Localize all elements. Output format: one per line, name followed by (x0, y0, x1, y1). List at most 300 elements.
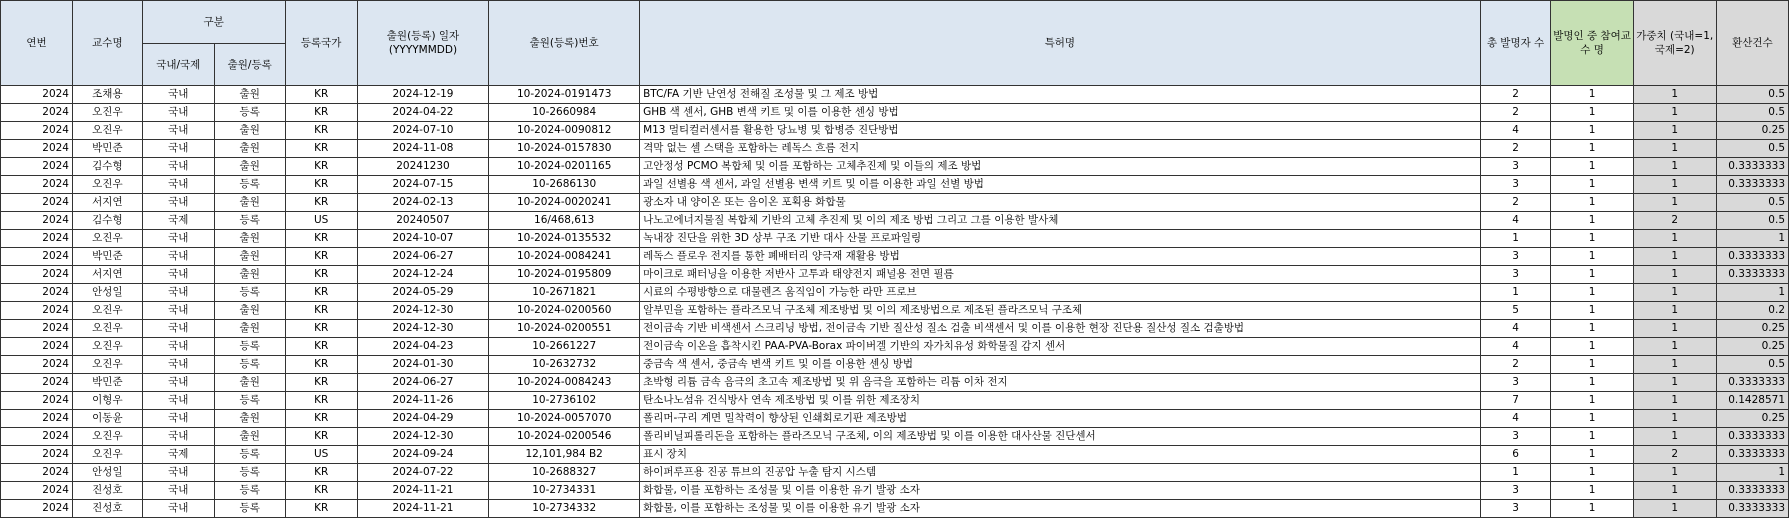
cell-year[interactable]: 2024 (1, 140, 73, 158)
cell-apply-register[interactable]: 등록 (214, 104, 285, 122)
cell-title[interactable]: 폴리머-구리 계면 밀착력이 향상된 인쇄회로기판 제조방법 (640, 410, 1481, 428)
cell-weight[interactable]: 1 (1633, 266, 1716, 284)
cell-apply-register[interactable]: 출원 (214, 374, 285, 392)
cell-converted[interactable]: 0.25 (1716, 410, 1788, 428)
cell-year[interactable]: 2024 (1, 302, 73, 320)
cell-year[interactable]: 2024 (1, 212, 73, 230)
cell-date[interactable]: 2024-02-13 (357, 194, 489, 212)
cell-participating[interactable]: 1 (1551, 284, 1633, 302)
cell-title[interactable]: 고안정성 PCMO 복합체 및 이를 포함하는 고체추진제 및 이들의 제조 방법 (640, 158, 1481, 176)
cell-converted[interactable]: 0.5 (1716, 104, 1788, 122)
cell-year[interactable]: 2024 (1, 428, 73, 446)
cell-professor[interactable]: 김수형 (73, 158, 143, 176)
cell-year[interactable]: 2024 (1, 374, 73, 392)
cell-date[interactable]: 2024-10-07 (357, 230, 489, 248)
cell-title[interactable]: 탄소나노섬유 건식방사 연속 제조방법 및 이를 위한 제조장치 (640, 392, 1481, 410)
cell-total-inventors[interactable]: 5 (1480, 302, 1551, 320)
cell-weight[interactable]: 1 (1633, 428, 1716, 446)
cell-participating[interactable]: 1 (1551, 302, 1633, 320)
cell-apply-register[interactable]: 등록 (214, 356, 285, 374)
cell-date[interactable]: 2024-06-27 (357, 374, 489, 392)
cell-apply-register[interactable]: 등록 (214, 500, 285, 518)
cell-number[interactable]: 10-2688327 (489, 464, 640, 482)
cell-converted[interactable]: 0.3333333 (1716, 482, 1788, 500)
cell-year[interactable]: 2024 (1, 320, 73, 338)
cell-year[interactable]: 2024 (1, 500, 73, 518)
cell-title[interactable]: 광소자 내 양이온 또는 음이온 포획용 화합물 (640, 194, 1481, 212)
cell-apply-register[interactable]: 출원 (214, 302, 285, 320)
cell-participating[interactable]: 1 (1551, 104, 1633, 122)
cell-participating[interactable]: 1 (1551, 230, 1633, 248)
cell-domestic-intl[interactable]: 국내 (142, 194, 214, 212)
cell-converted[interactable]: 0.25 (1716, 338, 1788, 356)
cell-domestic-intl[interactable]: 국내 (142, 320, 214, 338)
cell-date[interactable]: 20241230 (357, 158, 489, 176)
cell-professor[interactable]: 조채용 (73, 86, 143, 104)
cell-professor[interactable]: 안성일 (73, 284, 143, 302)
cell-professor[interactable]: 박민준 (73, 140, 143, 158)
cell-total-inventors[interactable]: 1 (1480, 464, 1551, 482)
cell-professor[interactable]: 오진우 (73, 428, 143, 446)
cell-date[interactable]: 2024-12-30 (357, 320, 489, 338)
cell-title[interactable]: 전이금속 이온을 흡착시킨 PAA-PVA-Borax 파이버겔 기반의 자가치유성 화학물질 감지 센서 (640, 338, 1481, 356)
cell-date[interactable]: 2024-01-30 (357, 356, 489, 374)
cell-total-inventors[interactable]: 3 (1480, 482, 1551, 500)
cell-date[interactable]: 2024-07-10 (357, 122, 489, 140)
cell-participating[interactable]: 1 (1551, 338, 1633, 356)
cell-weight[interactable]: 2 (1633, 212, 1716, 230)
cell-domestic-intl[interactable]: 국내 (142, 266, 214, 284)
cell-number[interactable]: 10-2024-0200560 (489, 302, 640, 320)
cell-total-inventors[interactable]: 1 (1480, 230, 1551, 248)
cell-number[interactable]: 10-2661227 (489, 338, 640, 356)
cell-apply-register[interactable]: 출원 (214, 428, 285, 446)
cell-professor[interactable]: 서지연 (73, 194, 143, 212)
cell-country[interactable]: US (285, 446, 357, 464)
cell-number[interactable]: 10-2024-0195809 (489, 266, 640, 284)
cell-participating[interactable]: 1 (1551, 464, 1633, 482)
cell-year[interactable]: 2024 (1, 446, 73, 464)
cell-apply-register[interactable]: 출원 (214, 158, 285, 176)
header-professor[interactable]: 교수명 (73, 1, 143, 86)
header-country[interactable]: 등록국가 (285, 1, 357, 86)
cell-participating[interactable]: 1 (1551, 500, 1633, 518)
cell-weight[interactable]: 1 (1633, 374, 1716, 392)
cell-domestic-intl[interactable]: 국내 (142, 374, 214, 392)
cell-apply-register[interactable]: 출원 (214, 122, 285, 140)
cell-number[interactable]: 10-2024-0191473 (489, 86, 640, 104)
cell-total-inventors[interactable]: 7 (1480, 392, 1551, 410)
cell-country[interactable]: KR (285, 266, 357, 284)
cell-total-inventors[interactable]: 1 (1480, 284, 1551, 302)
cell-converted[interactable]: 0.5 (1716, 86, 1788, 104)
cell-total-inventors[interactable]: 3 (1480, 248, 1551, 266)
cell-date[interactable]: 2024-11-08 (357, 140, 489, 158)
header-date[interactable]: 출원(등록) 일자 (YYYYMMDD) (357, 1, 489, 86)
cell-professor[interactable]: 이형우 (73, 392, 143, 410)
cell-number[interactable]: 10-2736102 (489, 392, 640, 410)
cell-country[interactable]: KR (285, 428, 357, 446)
cell-converted[interactable]: 0.3333333 (1716, 176, 1788, 194)
cell-number[interactable]: 10-2632732 (489, 356, 640, 374)
cell-year[interactable]: 2024 (1, 86, 73, 104)
cell-participating[interactable]: 1 (1551, 482, 1633, 500)
cell-number[interactable]: 10-2024-0200546 (489, 428, 640, 446)
cell-country[interactable]: KR (285, 86, 357, 104)
cell-professor[interactable]: 안성일 (73, 464, 143, 482)
cell-weight[interactable]: 1 (1633, 122, 1716, 140)
cell-apply-register[interactable]: 등록 (214, 284, 285, 302)
cell-country[interactable]: KR (285, 410, 357, 428)
cell-weight[interactable]: 1 (1633, 230, 1716, 248)
cell-weight[interactable]: 1 (1633, 104, 1716, 122)
cell-participating[interactable]: 1 (1551, 410, 1633, 428)
cell-participating[interactable]: 1 (1551, 122, 1633, 140)
cell-weight[interactable]: 1 (1633, 194, 1716, 212)
cell-number[interactable]: 10-2024-0157830 (489, 140, 640, 158)
cell-total-inventors[interactable]: 6 (1480, 446, 1551, 464)
cell-country[interactable]: KR (285, 104, 357, 122)
cell-domestic-intl[interactable]: 국내 (142, 158, 214, 176)
header-total-inventors[interactable]: 총 발명자 수 (1480, 1, 1551, 86)
cell-year[interactable]: 2024 (1, 284, 73, 302)
cell-domestic-intl[interactable]: 국내 (142, 122, 214, 140)
cell-weight[interactable]: 1 (1633, 284, 1716, 302)
cell-converted[interactable]: 1 (1716, 464, 1788, 482)
cell-apply-register[interactable]: 출원 (214, 230, 285, 248)
cell-participating[interactable]: 1 (1551, 320, 1633, 338)
cell-domestic-intl[interactable]: 국내 (142, 86, 214, 104)
cell-date[interactable]: 2024-12-30 (357, 428, 489, 446)
header-title[interactable]: 특허명 (640, 1, 1481, 86)
cell-converted[interactable]: 0.5 (1716, 140, 1788, 158)
cell-country[interactable]: KR (285, 500, 357, 518)
cell-title[interactable]: 중금속 색 센서, 중금속 변색 키트 및 이를 이용한 센싱 방법 (640, 356, 1481, 374)
cell-total-inventors[interactable]: 4 (1480, 338, 1551, 356)
cell-title[interactable]: 초박형 리튬 금속 음극의 초고속 제조방법 및 위 음극을 포함하는 리튬 이차 전지 (640, 374, 1481, 392)
cell-apply-register[interactable]: 출원 (214, 266, 285, 284)
cell-number[interactable]: 10-2024-0057070 (489, 410, 640, 428)
cell-country[interactable]: KR (285, 176, 357, 194)
cell-number[interactable]: 10-2024-0135532 (489, 230, 640, 248)
cell-domestic-intl[interactable]: 국제 (142, 446, 214, 464)
cell-domestic-intl[interactable]: 국내 (142, 338, 214, 356)
cell-converted[interactable]: 1 (1716, 284, 1788, 302)
cell-year[interactable]: 2024 (1, 464, 73, 482)
cell-number[interactable]: 10-2024-0201165 (489, 158, 640, 176)
cell-professor[interactable]: 오진우 (73, 302, 143, 320)
cell-weight[interactable]: 1 (1633, 482, 1716, 500)
header-apply-register[interactable]: 출원/등록 (214, 44, 285, 86)
cell-domestic-intl[interactable]: 국내 (142, 230, 214, 248)
cell-professor[interactable]: 오진우 (73, 176, 143, 194)
cell-number[interactable]: 10-2024-0084243 (489, 374, 640, 392)
cell-converted[interactable]: 0.5 (1716, 194, 1788, 212)
cell-number[interactable]: 10-2024-0020241 (489, 194, 640, 212)
cell-year[interactable]: 2024 (1, 158, 73, 176)
cell-weight[interactable]: 1 (1633, 356, 1716, 374)
cell-domestic-intl[interactable]: 국내 (142, 428, 214, 446)
cell-title[interactable]: 레독스 플로우 전지를 통한 폐배터리 양극재 재활용 방법 (640, 248, 1481, 266)
cell-domestic-intl[interactable]: 국내 (142, 176, 214, 194)
cell-participating[interactable]: 1 (1551, 374, 1633, 392)
cell-weight[interactable]: 1 (1633, 176, 1716, 194)
cell-title[interactable]: 하이퍼루프용 진공 튜브의 진공압 누출 탐지 시스템 (640, 464, 1481, 482)
cell-domestic-intl[interactable]: 국내 (142, 482, 214, 500)
cell-converted[interactable]: 0.2 (1716, 302, 1788, 320)
cell-converted[interactable]: 0.3333333 (1716, 158, 1788, 176)
cell-year[interactable]: 2024 (1, 122, 73, 140)
cell-total-inventors[interactable]: 4 (1480, 212, 1551, 230)
cell-apply-register[interactable]: 출원 (214, 410, 285, 428)
cell-total-inventors[interactable]: 4 (1480, 320, 1551, 338)
cell-domestic-intl[interactable]: 국제 (142, 212, 214, 230)
cell-weight[interactable]: 1 (1633, 140, 1716, 158)
cell-weight[interactable]: 1 (1633, 464, 1716, 482)
cell-converted[interactable]: 0.3333333 (1716, 374, 1788, 392)
cell-apply-register[interactable]: 등록 (214, 464, 285, 482)
cell-professor[interactable]: 서지연 (73, 266, 143, 284)
cell-date[interactable]: 2024-07-15 (357, 176, 489, 194)
cell-country[interactable]: KR (285, 194, 357, 212)
cell-country[interactable]: KR (285, 230, 357, 248)
header-domestic-intl[interactable]: 국내/국제 (142, 44, 214, 86)
cell-participating[interactable]: 1 (1551, 428, 1633, 446)
cell-title[interactable]: GHB 색 센서, GHB 변색 키트 및 이를 이용한 센싱 방법 (640, 104, 1481, 122)
cell-date[interactable]: 2024-12-30 (357, 302, 489, 320)
cell-total-inventors[interactable]: 3 (1480, 266, 1551, 284)
cell-country[interactable]: KR (285, 374, 357, 392)
cell-apply-register[interactable]: 출원 (214, 248, 285, 266)
cell-country[interactable]: KR (285, 482, 357, 500)
cell-year[interactable]: 2024 (1, 410, 73, 428)
cell-date[interactable]: 2024-04-23 (357, 338, 489, 356)
cell-year[interactable]: 2024 (1, 356, 73, 374)
cell-country[interactable]: KR (285, 284, 357, 302)
cell-weight[interactable]: 1 (1633, 248, 1716, 266)
cell-title[interactable]: 마이크로 패터닝을 이용한 저반사 고투과 태양전지 패널용 전면 필름 (640, 266, 1481, 284)
cell-weight[interactable]: 1 (1633, 392, 1716, 410)
cell-year[interactable]: 2024 (1, 392, 73, 410)
cell-date[interactable]: 20240507 (357, 212, 489, 230)
cell-professor[interactable]: 김수형 (73, 212, 143, 230)
cell-title[interactable]: 과일 선별용 색 센서, 과일 선별용 변색 키트 및 이를 이용한 과일 선별 방법 (640, 176, 1481, 194)
cell-converted[interactable]: 0.3333333 (1716, 428, 1788, 446)
cell-title[interactable]: 표시 장치 (640, 446, 1481, 464)
cell-converted[interactable]: 0.25 (1716, 122, 1788, 140)
cell-apply-register[interactable]: 등록 (214, 338, 285, 356)
cell-weight[interactable]: 1 (1633, 86, 1716, 104)
cell-domestic-intl[interactable]: 국내 (142, 356, 214, 374)
cell-date[interactable]: 2024-12-19 (357, 86, 489, 104)
cell-title[interactable]: M13 멀티컬러센서를 활용한 당뇨병 및 합병증 진단방법 (640, 122, 1481, 140)
cell-title[interactable]: 녹내장 진단을 위한 3D 상부 구조 기반 대사 산물 프로파일링 (640, 230, 1481, 248)
cell-participating[interactable]: 1 (1551, 194, 1633, 212)
cell-date[interactable]: 2024-12-24 (357, 266, 489, 284)
cell-domestic-intl[interactable]: 국내 (142, 500, 214, 518)
cell-date[interactable]: 2024-09-24 (357, 446, 489, 464)
cell-professor[interactable]: 박민준 (73, 374, 143, 392)
cell-apply-register[interactable]: 출원 (214, 140, 285, 158)
cell-year[interactable]: 2024 (1, 248, 73, 266)
cell-participating[interactable]: 1 (1551, 176, 1633, 194)
cell-participating[interactable]: 1 (1551, 212, 1633, 230)
cell-date[interactable]: 2024-11-26 (357, 392, 489, 410)
cell-converted[interactable]: 1 (1716, 230, 1788, 248)
cell-number[interactable]: 16/468,613 (489, 212, 640, 230)
header-participating[interactable]: 발명인 중 참여교수 명 (1551, 1, 1633, 86)
cell-number[interactable]: 10-2686130 (489, 176, 640, 194)
cell-participating[interactable]: 1 (1551, 158, 1633, 176)
cell-date[interactable]: 2024-11-21 (357, 500, 489, 518)
cell-number[interactable]: 10-2024-0084241 (489, 248, 640, 266)
cell-domestic-intl[interactable]: 국내 (142, 140, 214, 158)
cell-converted[interactable]: 0.3333333 (1716, 446, 1788, 464)
cell-total-inventors[interactable]: 2 (1480, 86, 1551, 104)
cell-total-inventors[interactable]: 2 (1480, 194, 1551, 212)
cell-domestic-intl[interactable]: 국내 (142, 392, 214, 410)
cell-year[interactable]: 2024 (1, 104, 73, 122)
header-number[interactable]: 출원(등록)번호 (489, 1, 640, 86)
cell-converted[interactable]: 0.25 (1716, 320, 1788, 338)
cell-year[interactable]: 2024 (1, 338, 73, 356)
cell-year[interactable]: 2024 (1, 176, 73, 194)
header-category[interactable]: 구분 (142, 1, 285, 44)
cell-country[interactable]: KR (285, 248, 357, 266)
cell-date[interactable]: 2024-06-27 (357, 248, 489, 266)
cell-apply-register[interactable]: 출원 (214, 86, 285, 104)
cell-apply-register[interactable]: 출원 (214, 320, 285, 338)
cell-country[interactable]: US (285, 212, 357, 230)
cell-converted[interactable]: 0.1428571 (1716, 392, 1788, 410)
cell-number[interactable]: 10-2671821 (489, 284, 640, 302)
cell-professor[interactable]: 박민준 (73, 248, 143, 266)
cell-weight[interactable]: 1 (1633, 158, 1716, 176)
cell-date[interactable]: 2024-11-21 (357, 482, 489, 500)
cell-weight[interactable]: 1 (1633, 410, 1716, 428)
cell-weight[interactable]: 1 (1633, 338, 1716, 356)
header-converted[interactable]: 환산건수 (1716, 1, 1788, 86)
cell-apply-register[interactable]: 등록 (214, 212, 285, 230)
cell-country[interactable]: KR (285, 464, 357, 482)
cell-participating[interactable]: 1 (1551, 140, 1633, 158)
cell-number[interactable]: 10-2660984 (489, 104, 640, 122)
cell-total-inventors[interactable]: 4 (1480, 410, 1551, 428)
cell-title[interactable]: BTC/FA 기반 난연성 전해질 조성물 및 그 제조 방법 (640, 86, 1481, 104)
cell-converted[interactable]: 0.5 (1716, 356, 1788, 374)
cell-date[interactable]: 2024-05-29 (357, 284, 489, 302)
cell-country[interactable]: KR (285, 392, 357, 410)
cell-professor[interactable]: 진성호 (73, 500, 143, 518)
cell-professor[interactable]: 오진우 (73, 230, 143, 248)
cell-title[interactable]: 알부민을 포함하는 플라즈모닉 구조체 제조방법 및 이의 제조방법으로 제조된 플라즈모닉 구조체 (640, 302, 1481, 320)
cell-year[interactable]: 2024 (1, 266, 73, 284)
cell-title[interactable]: 전이금속 기반 비색센서 스크리닝 방법, 전이금속 기반 질산성 질소 검출 비색센서 및 이를 이용한 현장 진단용 질산성 질소 검출방법 (640, 320, 1481, 338)
cell-number[interactable]: 10-2024-0200551 (489, 320, 640, 338)
cell-converted[interactable]: 0.3333333 (1716, 248, 1788, 266)
cell-domestic-intl[interactable]: 국내 (142, 248, 214, 266)
cell-total-inventors[interactable]: 3 (1480, 374, 1551, 392)
cell-converted[interactable]: 0.3333333 (1716, 266, 1788, 284)
cell-number[interactable]: 12,101,984 B2 (489, 446, 640, 464)
cell-number[interactable]: 10-2734331 (489, 482, 640, 500)
cell-weight[interactable]: 1 (1633, 302, 1716, 320)
cell-apply-register[interactable]: 등록 (214, 446, 285, 464)
cell-country[interactable]: KR (285, 320, 357, 338)
cell-title[interactable]: 폴리비닐피롤리돈을 포함하는 플라즈모닉 구조체, 이의 제조방법 및 이를 이용한 대사산물 진단센서 (640, 428, 1481, 446)
cell-title[interactable]: 나노고에너지물질 복합체 기반의 고체 추진제 및 이의 제조 방법 그리고 그를 이용한 발사체 (640, 212, 1481, 230)
cell-apply-register[interactable]: 등록 (214, 176, 285, 194)
cell-professor[interactable]: 진성호 (73, 482, 143, 500)
cell-converted[interactable]: 0.5 (1716, 212, 1788, 230)
cell-participating[interactable]: 1 (1551, 248, 1633, 266)
cell-total-inventors[interactable]: 3 (1480, 500, 1551, 518)
cell-participating[interactable]: 1 (1551, 392, 1633, 410)
cell-number[interactable]: 10-2024-0090812 (489, 122, 640, 140)
cell-country[interactable]: KR (285, 302, 357, 320)
cell-professor[interactable]: 오진우 (73, 320, 143, 338)
cell-country[interactable]: KR (285, 356, 357, 374)
cell-apply-register[interactable]: 등록 (214, 482, 285, 500)
cell-total-inventors[interactable]: 2 (1480, 140, 1551, 158)
cell-date[interactable]: 2024-04-22 (357, 104, 489, 122)
cell-weight[interactable]: 1 (1633, 500, 1716, 518)
cell-participating[interactable]: 1 (1551, 356, 1633, 374)
cell-domestic-intl[interactable]: 국내 (142, 104, 214, 122)
cell-total-inventors[interactable]: 3 (1480, 158, 1551, 176)
cell-country[interactable]: KR (285, 122, 357, 140)
cell-title[interactable]: 화합물, 이를 포함하는 조성물 및 이를 이용한 유기 발광 소자 (640, 482, 1481, 500)
cell-professor[interactable]: 오진우 (73, 104, 143, 122)
cell-date[interactable]: 2024-07-22 (357, 464, 489, 482)
header-year[interactable]: 연번 (1, 1, 73, 86)
cell-date[interactable]: 2024-04-29 (357, 410, 489, 428)
cell-domestic-intl[interactable]: 국내 (142, 302, 214, 320)
cell-apply-register[interactable]: 등록 (214, 392, 285, 410)
cell-total-inventors[interactable]: 3 (1480, 428, 1551, 446)
cell-total-inventors[interactable]: 2 (1480, 356, 1551, 374)
header-weight[interactable]: 가중치 (국내=1, 국제=2) (1633, 1, 1716, 86)
cell-participating[interactable]: 1 (1551, 86, 1633, 104)
cell-professor[interactable]: 이동윤 (73, 410, 143, 428)
cell-title[interactable]: 화합물, 이를 포함하는 조성물 및 이를 이용한 유기 발광 소자 (640, 500, 1481, 518)
cell-year[interactable]: 2024 (1, 194, 73, 212)
cell-country[interactable]: KR (285, 158, 357, 176)
cell-domestic-intl[interactable]: 국내 (142, 464, 214, 482)
cell-title[interactable]: 시료의 수평방향으로 대물렌즈 움직임이 가능한 라만 프로브 (640, 284, 1481, 302)
cell-country[interactable]: KR (285, 140, 357, 158)
cell-weight[interactable]: 1 (1633, 320, 1716, 338)
cell-year[interactable]: 2024 (1, 482, 73, 500)
cell-apply-register[interactable]: 출원 (214, 194, 285, 212)
cell-total-inventors[interactable]: 3 (1480, 176, 1551, 194)
cell-professor[interactable]: 오진우 (73, 356, 143, 374)
cell-domestic-intl[interactable]: 국내 (142, 410, 214, 428)
cell-number[interactable]: 10-2734332 (489, 500, 640, 518)
cell-participating[interactable]: 1 (1551, 266, 1633, 284)
cell-total-inventors[interactable]: 2 (1480, 104, 1551, 122)
cell-weight[interactable]: 2 (1633, 446, 1716, 464)
cell-professor[interactable]: 오진우 (73, 446, 143, 464)
cell-total-inventors[interactable]: 4 (1480, 122, 1551, 140)
cell-professor[interactable]: 오진우 (73, 338, 143, 356)
cell-title[interactable]: 격막 없는 셀 스택을 포함하는 레독스 흐름 전지 (640, 140, 1481, 158)
cell-professor[interactable]: 오진우 (73, 122, 143, 140)
cell-year[interactable]: 2024 (1, 230, 73, 248)
cell-country[interactable]: KR (285, 338, 357, 356)
cell-participating[interactable]: 1 (1551, 446, 1633, 464)
cell-domestic-intl[interactable]: 국내 (142, 284, 214, 302)
